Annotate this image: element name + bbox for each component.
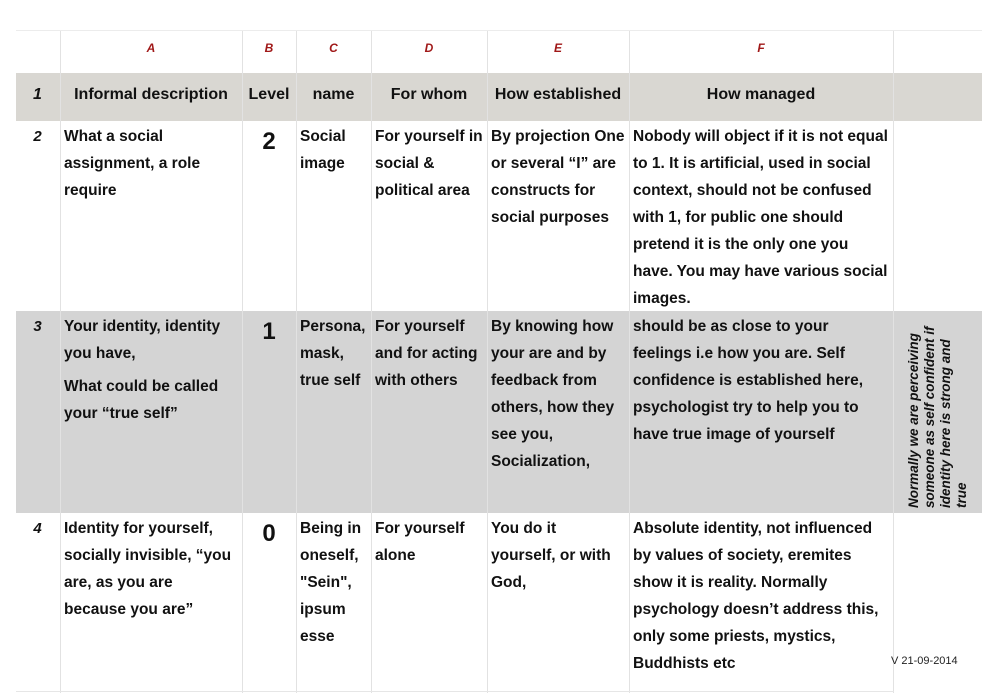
header-informal-description: Informal description xyxy=(61,73,243,121)
corner-cell xyxy=(16,31,61,74)
informal-description-text: What a social assignment, a role require xyxy=(64,128,201,199)
how-managed-cell: Nobody will object if it is not equal to 1. It is artificial, used in social context, should not be confused with 1, for public one should pretend it is the only one you have. You may have various social images. xyxy=(630,121,894,311)
row-number: 4 xyxy=(16,513,61,693)
how-established-cell: You do it yourself, or with God, xyxy=(488,513,630,693)
col-letter-b: B xyxy=(243,31,297,74)
table-row xyxy=(16,311,982,513)
side-note-line: someone as self confident if xyxy=(922,326,937,508)
level-cell: 0 xyxy=(243,513,297,693)
name-cell: Being in oneself, "Sein", ipsum esse xyxy=(297,513,372,693)
side-note xyxy=(906,326,970,508)
col-letter-a: A xyxy=(61,31,243,74)
header-for-whom: For whom xyxy=(372,73,488,121)
how-managed-cell: Absolute identity, not influenced by values of society, eremites show it is reality. Normally psychology doesn’t address this, only some priests, mystics, Buddhists etc xyxy=(630,513,894,693)
header-row xyxy=(16,73,982,121)
header-how-managed: How managed xyxy=(630,73,894,121)
table-bottom-border xyxy=(16,691,894,692)
col-letter-d: D xyxy=(372,31,488,74)
table-row xyxy=(16,513,982,693)
how-established-cell: By knowing how your are and by feedback from others, how they see you, Socialization, xyxy=(488,311,630,513)
version-label: V 21-09-2014 xyxy=(891,655,958,667)
col-letter-e: E xyxy=(488,31,630,74)
table-row xyxy=(16,121,982,311)
for-whom-cell: For yourself and for acting with others xyxy=(372,311,488,513)
informal-description-cell xyxy=(61,311,243,513)
level-cell: 1 xyxy=(243,311,297,513)
column-letters-row xyxy=(16,30,982,74)
for-whom-cell: For yourself alone xyxy=(372,513,488,693)
how-established-cell: By projection One or several “I” are constructs for social purposes xyxy=(488,121,630,311)
for-whom-cell: For yourself in social & political area xyxy=(372,121,488,311)
side-note-line: Normally we are perceiving xyxy=(906,333,921,508)
side-note-line: identity here is strong and xyxy=(938,339,953,508)
level-cell: 2 xyxy=(243,121,297,311)
informal-description-cell xyxy=(61,121,243,311)
header-name: name xyxy=(297,73,372,121)
informal-description-text: Your identity, identity you have, xyxy=(64,318,221,362)
header-how-established: How established xyxy=(488,73,630,121)
side-note-line: true xyxy=(954,482,969,508)
name-cell: Persona, mask, true self xyxy=(297,311,372,513)
header-level: Level xyxy=(243,73,297,121)
informal-description-text: Identity for yourself, socially invisible, “you are, as you are because you are” xyxy=(64,520,232,618)
how-managed-cell: should be as close to your feelings i.e how you are. Self confidence is established here, psychologist try to help you to have true image of yourself xyxy=(630,311,894,513)
informal-description-text: What could be called your “true self” xyxy=(64,378,219,422)
col-letter-c: C xyxy=(297,31,372,74)
row-number: 1 xyxy=(16,73,61,121)
informal-description-cell xyxy=(61,513,243,693)
side-note-cell xyxy=(894,311,982,513)
row-number: 2 xyxy=(16,121,61,311)
name-cell: Social image xyxy=(297,121,372,311)
col-letter-f: F xyxy=(630,31,894,74)
row-number: 3 xyxy=(16,311,61,513)
